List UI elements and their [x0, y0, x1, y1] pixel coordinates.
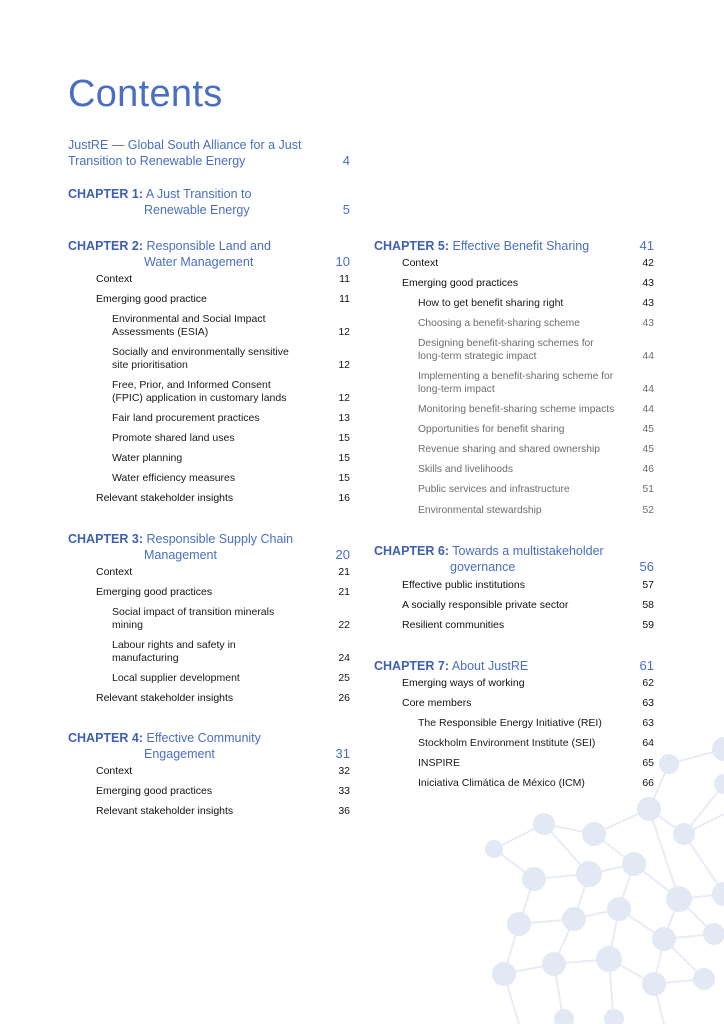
- toc-entry[interactable]: Resilient communities 59: [402, 619, 654, 631]
- toc-right-column: [374, 238, 654, 790]
- chapter-page: 20: [335, 547, 350, 562]
- chapter-title-cont: Water Management: [144, 255, 254, 269]
- toc-entry[interactable]: Opportunities for benefit sharing 45: [418, 424, 654, 435]
- toc-entry[interactable]: Core members 63: [402, 697, 654, 709]
- chapter-title: Effective Benefit Sharing: [452, 239, 590, 253]
- chapter-label: CHAPTER 1:: [68, 187, 144, 201]
- toc-entry[interactable]: Relevant stakeholder insights 26: [96, 692, 350, 704]
- toc-chapter-2[interactable]: [68, 238, 350, 270]
- chapter-title-cont: Renewable Energy: [144, 203, 250, 217]
- toc-intro[interactable]: [68, 137, 350, 169]
- toc-entry[interactable]: Environmental stewardship 52: [418, 505, 654, 516]
- toc-entry[interactable]: Implementing a benefit-sharing scheme for long-term impact 44: [418, 371, 654, 395]
- chapter-title-cont: Management: [144, 548, 217, 562]
- chapter-title-cont: governance: [450, 560, 516, 574]
- toc-chapter-7[interactable]: [374, 658, 654, 674]
- chapter-page: 31: [335, 746, 350, 761]
- chapter-page: 61: [639, 658, 654, 673]
- toc-entry[interactable]: Water efficiency measures 15: [112, 472, 350, 484]
- chapter-title: About JustRE: [451, 659, 529, 673]
- toc-entry[interactable]: Free, Prior, and Informed Consent (FPIC) application in customary lands 12: [112, 379, 350, 404]
- chapter-page: 56: [639, 559, 654, 574]
- chapter-title: A Just Transition to: [145, 187, 252, 201]
- chapter-page: 41: [639, 238, 654, 253]
- toc-entry[interactable]: Environmental and Social Impact Assessments (ESIA) 12: [112, 313, 350, 338]
- toc-entry[interactable]: Context 11: [96, 273, 350, 285]
- toc-entry[interactable]: Promote shared land uses 15: [112, 432, 350, 444]
- toc-chapter-3[interactable]: [68, 531, 350, 563]
- chapter-title: Towards a multistakeholder: [452, 544, 604, 558]
- chapter-title-cont: Engagement: [144, 747, 215, 761]
- toc-entry[interactable]: Iniciativa Climática de México (ICM) 66: [418, 777, 654, 789]
- toc-entry[interactable]: Fair land procurement practices 13: [112, 412, 350, 424]
- toc-chapter-5[interactable]: [374, 238, 654, 254]
- chapter-page: 10: [335, 254, 350, 269]
- toc-entry[interactable]: Effective public institutions 57: [402, 579, 654, 591]
- chapter-title: Responsible Supply Chain: [146, 532, 294, 546]
- chapter-label: CHAPTER 4:: [68, 731, 144, 745]
- toc-entry[interactable]: The Responsible Energy Initiative (REI) 63: [418, 717, 654, 729]
- toc-entry[interactable]: Relevant stakeholder insights 36: [96, 805, 350, 817]
- toc-entry[interactable]: A socially responsible private sector 58: [402, 599, 654, 611]
- toc-intro-page: 4: [342, 153, 350, 168]
- toc-entry[interactable]: Labour rights and safety in manufacturing 24: [112, 639, 350, 664]
- dot-network-pattern: [424, 724, 724, 1024]
- toc-chapter-4[interactable]: [68, 730, 350, 762]
- toc-entry[interactable]: How to get benefit sharing right 43: [418, 297, 654, 309]
- toc-entry[interactable]: Context 21: [96, 566, 350, 578]
- toc-entry[interactable]: Choosing a benefit-sharing scheme 43: [418, 318, 654, 329]
- toc-entry[interactable]: Relevant stakeholder insights 16: [96, 492, 350, 504]
- toc-entry[interactable]: Stockholm Environment Institute (SEI) 64: [418, 737, 654, 749]
- toc-entry[interactable]: Local supplier development 25: [112, 672, 350, 684]
- chapter-title: Responsible Land and: [146, 239, 271, 253]
- toc-entry[interactable]: Monitoring benefit-sharing scheme impacts 44: [418, 404, 654, 415]
- toc-entry[interactable]: Skills and livelihoods 46: [418, 464, 654, 475]
- toc-chapter-6[interactable]: [374, 543, 654, 575]
- toc-entry[interactable]: Emerging good practices 33: [96, 785, 350, 797]
- chapter-label: CHAPTER 5:: [374, 239, 450, 253]
- toc-entry[interactable]: Social impact of transition minerals mining 22: [112, 606, 350, 631]
- toc-entry[interactable]: Emerging good practice 11: [96, 293, 350, 305]
- toc-entry[interactable]: INSPIRE 65: [418, 757, 654, 769]
- chapter-label: CHAPTER 3:: [68, 532, 144, 546]
- toc-entry[interactable]: Water planning 15: [112, 452, 350, 464]
- toc-entry[interactable]: Emerging good practices 43: [402, 277, 654, 289]
- toc-entry[interactable]: Context 42: [402, 257, 654, 269]
- chapter-title: Effective Community: [146, 731, 261, 745]
- toc-left-column: [68, 137, 350, 818]
- chapter-label: CHAPTER 7:: [374, 659, 450, 673]
- toc-entry[interactable]: Emerging ways of working 62: [402, 677, 654, 689]
- toc-intro-title: JustRE — Global South Alliance for a Just Transition to Renewable Energy: [68, 138, 302, 168]
- page-title: Contents: [68, 73, 223, 115]
- toc-entry[interactable]: Context 32: [96, 765, 350, 777]
- chapter-label: CHAPTER 6:: [374, 544, 450, 558]
- toc-entry[interactable]: Designing benefit-sharing schemes for long-term strategic impact 44: [418, 338, 654, 362]
- toc-chapter-1[interactable]: [68, 186, 350, 218]
- toc-entry[interactable]: Emerging good practices 21: [96, 586, 350, 598]
- chapter-label: CHAPTER 2:: [68, 239, 144, 253]
- chapter-page: 5: [342, 202, 350, 217]
- toc-entry[interactable]: Revenue sharing and shared ownership 45: [418, 444, 654, 455]
- toc-entry[interactable]: Socially and environmentally sensitive site prioritisation 12: [112, 346, 350, 371]
- toc-entry[interactable]: Public services and infrastructure 51: [418, 484, 654, 495]
